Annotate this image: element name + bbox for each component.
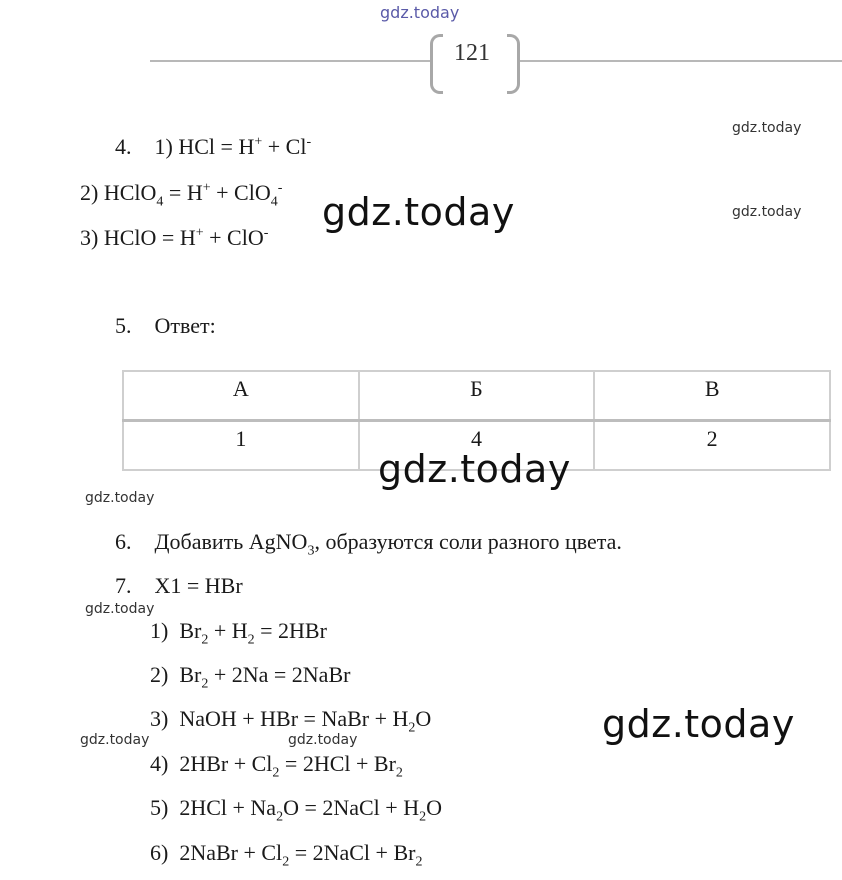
answer-table-header-row bbox=[123, 371, 830, 421]
task7-item-5: 5) $2HCl + Na_2O$ = 2NaCl + $H_2O$ bbox=[150, 795, 442, 825]
watermark-big-1: gdz.today bbox=[322, 190, 515, 234]
task4-line3-h: H bbox=[179, 225, 196, 250]
task7-number: 7. bbox=[115, 573, 132, 598]
answer-header-a: А bbox=[123, 371, 359, 421]
task7-item-4-label: 4) bbox=[150, 751, 169, 776]
task4-line2-ion-charge: - bbox=[277, 180, 283, 196]
watermark-left-1: gdz.today bbox=[85, 490, 155, 506]
task6-line bbox=[115, 529, 622, 559]
task4-line1-label: 1) bbox=[154, 134, 173, 159]
task4-line2-h-charge: + bbox=[202, 180, 211, 196]
task7-heading bbox=[115, 573, 243, 599]
task4-line2-h: H bbox=[186, 180, 203, 205]
watermark-mid: gdz.today bbox=[288, 732, 358, 748]
task4-line2-ion-sub: 4 bbox=[270, 194, 278, 210]
page-number-bracket-left bbox=[430, 34, 443, 94]
task4-line3-h-charge: + bbox=[195, 225, 204, 241]
task4-line2-lhs: HClO bbox=[103, 180, 157, 205]
task4-line1-lhs: HCl bbox=[178, 134, 216, 159]
task7-item-2: 2) $Br_2 + 2Na$ = 2NaBr bbox=[150, 662, 351, 692]
header-rule-left bbox=[150, 60, 430, 62]
task6-text-after: , образуются соли разного цвета. bbox=[314, 529, 622, 554]
task7-header: X1 = HBr bbox=[154, 573, 243, 598]
answer-value-b: 4 bbox=[359, 421, 595, 471]
task4-line2-lhs-sub: 4 bbox=[156, 194, 164, 210]
task7-item-1: 1) $Br_2 + H_2 = 2HBr$ bbox=[150, 618, 327, 648]
watermark-right-2: gdz.today bbox=[732, 204, 802, 220]
header-rule-right bbox=[520, 60, 842, 62]
task5-number: 5. bbox=[115, 313, 132, 338]
task4-line2-label: 2) bbox=[80, 180, 99, 205]
page-number-bracket-right bbox=[507, 34, 520, 94]
task4-line1: 4. 1) HCl = H+ + Cl- bbox=[115, 134, 312, 159]
watermark-big-2: gdz.today bbox=[378, 447, 571, 491]
watermark-top: gdz.today bbox=[380, 3, 460, 22]
task4-line2-ion: ClO bbox=[234, 180, 271, 205]
task7-item-5-label: 5) bbox=[150, 795, 169, 820]
task6-number: 6. bbox=[115, 529, 132, 554]
task5-label: Ответ: bbox=[154, 313, 216, 338]
task4-line3-ion-charge: - bbox=[263, 225, 269, 241]
watermark-left-3: gdz.today bbox=[80, 732, 150, 748]
task7-item-4: 4) $2HBr + Cl_2 = 2HCl + Br_2$ bbox=[150, 751, 403, 781]
task4-line1-ion: Cl bbox=[285, 134, 307, 159]
task7-item-6: 6) 2NaBr + $Cl_2$ = 2NaCl + $Br_2$ bbox=[150, 840, 423, 870]
task7-item-3-label: 3) bbox=[150, 706, 169, 731]
task4-line3-ion: ClO bbox=[227, 225, 264, 250]
task6-sub: 3 bbox=[307, 543, 315, 559]
answer-value-a: 1 bbox=[123, 421, 359, 471]
watermark-right-1: gdz.today bbox=[732, 120, 802, 136]
task6-text-before: Добавить AgNO bbox=[154, 529, 308, 554]
watermark-big-3: gdz.today bbox=[602, 702, 795, 746]
task7-item-1-label: 1) bbox=[150, 618, 169, 643]
task4-line1-h: H bbox=[238, 134, 255, 159]
task4-line3-label: 3) bbox=[80, 225, 99, 250]
page-number: 121 bbox=[454, 40, 490, 66]
task4-line2: 2) HClO$_4$ = H+ + ClO$_4$- bbox=[80, 180, 283, 210]
answer-header-b: Б bbox=[359, 371, 595, 421]
task7-item-2-label: 2) bbox=[150, 662, 169, 687]
watermark-left-2: gdz.today bbox=[85, 601, 155, 617]
task4-line1-ion-charge: - bbox=[306, 134, 312, 150]
task4-line3-lhs: HClO bbox=[103, 225, 157, 250]
answer-header-v: В bbox=[594, 371, 830, 421]
task4-line1-h-charge: + bbox=[254, 134, 263, 150]
answer-value-v: 2 bbox=[594, 421, 830, 471]
task5-heading bbox=[115, 313, 216, 339]
task7-item-3: 3) NaOH + HBr = NaBr + $H_2O$ bbox=[150, 706, 432, 736]
task7-item-6-label: 6) bbox=[150, 840, 169, 865]
task4-number: 4. bbox=[115, 134, 132, 159]
task4-line3: 3) HClO = H+ + ClO- bbox=[80, 225, 269, 250]
